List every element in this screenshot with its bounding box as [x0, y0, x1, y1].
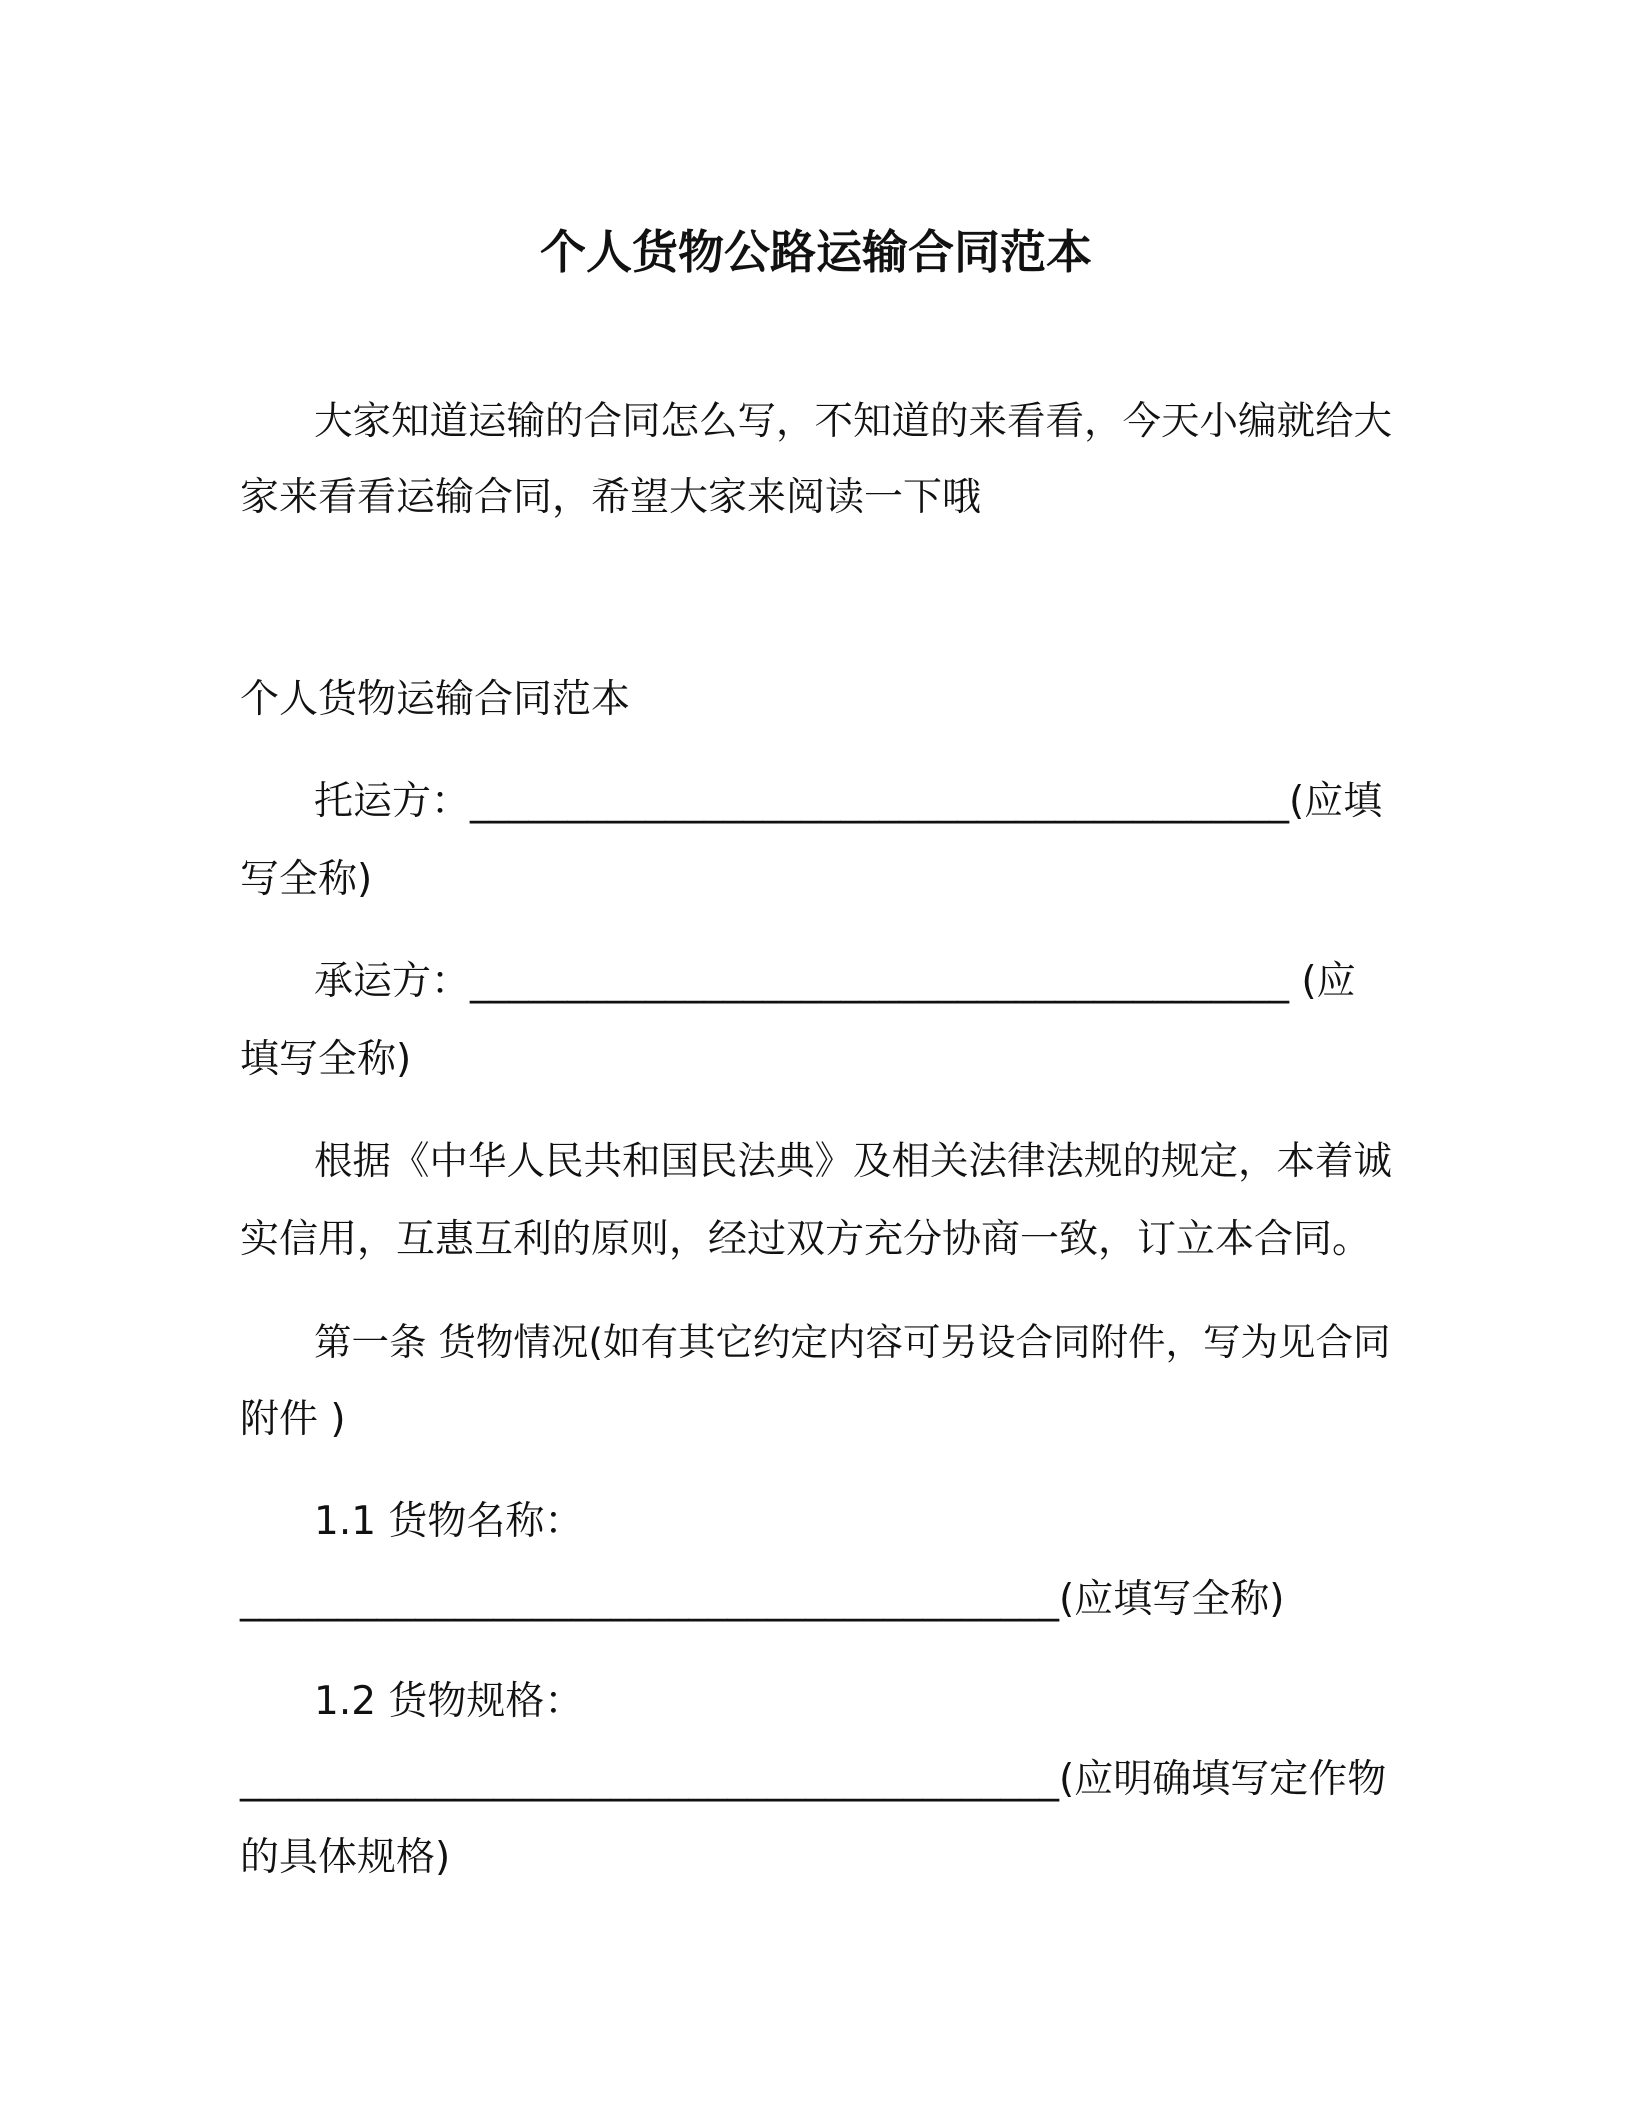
shipper-line-2: 写全称) [240, 857, 373, 902]
basis-line-2: 实信用，互惠互利的原则，经过双方充分协商一致，订立本合同。 [240, 1217, 1372, 1262]
article1-line-1: 第一条 货物情况(如有其它约定内容可另设合同附件，写为见合同 [314, 1320, 1391, 1364]
item-1-1-label: 1.1 货物名称： [314, 1499, 584, 1544]
document-title: 个人货物公路运输合同范本 [540, 225, 1092, 279]
basis-line-1: 根据《中华人民共和国民法典》及相关法律法规的规定，本着诚 [314, 1139, 1393, 1184]
article1-line-2: 附件 ) [240, 1397, 346, 1442]
carrier-line-2: 填写全称) [240, 1037, 412, 1082]
section-heading: 个人货物运输合同范本 [240, 677, 631, 722]
shipper-line-1: 托运方：__________________________________________(应填 [314, 779, 1383, 824]
intro-line-2: 家来看看运输合同，希望大家来阅读一下哦 [240, 475, 982, 520]
intro-line-1: 大家知道运输的合同怎么写，不知道的来看看，今天小编就给大 [314, 399, 1393, 444]
item-1-2-line-2: 的具体规格) [240, 1835, 451, 1880]
item-1-2-label: 1.2 货物规格： [314, 1679, 584, 1724]
item-1-2-line-1: __________________________________________(应明确填写定作物 [240, 1757, 1387, 1802]
carrier-line-1: 承运方：__________________________________________ (应 [314, 959, 1356, 1004]
item-1-1-line: __________________________________________(应填写全称) [240, 1577, 1285, 1622]
